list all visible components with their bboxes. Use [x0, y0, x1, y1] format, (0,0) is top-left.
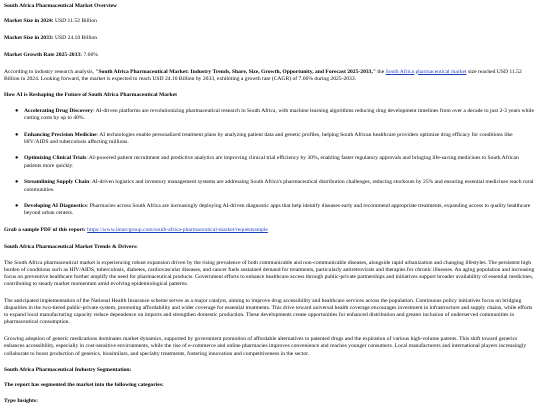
- item-term: Streamlining Supply Chain: [24, 179, 90, 186]
- item-term: Developing AI Diagnostics: [24, 203, 87, 210]
- bullet-icon: ●: [15, 131, 19, 138]
- item-text: : AI-driven platforms are revolutionizing pharmaceutical research in South Africa, with machine learning algorithms reducing drug development timelines from over a decade to just 2-3 years while cutting costs by up to 40%.: [24, 107, 534, 121]
- stat-value: 7.66%: [82, 51, 98, 58]
- sample-link[interactable]: https://www.imarcgroup.com/south-africa-pharmaceutical-market/requestsample: [87, 227, 268, 234]
- list-item: [15, 179, 536, 193]
- categories-heading: The report has segmented the market into the following categories:: [4, 382, 164, 389]
- trends-paragraph-1: The South Africa pharmaceutical market is experiencing robust expansion driven by the rising prevalence of both communicable and non-communicable diseases, alongside rapid urbanization and changing lifestyles. The persistent high burden of conditions such as HIV/AIDS, tuberculosis, diabetes, cardiovascular diseases, and cancer fuels sustained demand for treatments, particularly antiretrovirals and therapies for chronic illnesses. An aging population and increasing focus on preventive healthcare further amplify the need for pharmaceutical products. Government efforts to enhance healthcare access through public-private partnerships and initiatives support broader availability of essential medicines, contributing to steady market momentum amid evolving epidemiological patterns.: [4, 259, 535, 288]
- page-title: South Africa Pharmaceutical Market Overview: [4, 3, 118, 9]
- intro-paragraph: [4, 69, 536, 83]
- bullet-icon: ●: [15, 203, 19, 210]
- list-item: [15, 107, 536, 122]
- market-link[interactable]: South Africa pharmaceutical market: [385, 68, 467, 75]
- item-text: : Pharmacies across South Africa are increasingly deploying AI-driven diagnostic apps that help identify diseases early and recommend appropriate treatments, expanding access to quality healthcare beyond urban centers.: [24, 203, 531, 217]
- list-item: [15, 131, 536, 146]
- item-term: Optimizing Clinical Trials: [24, 155, 87, 162]
- stat-label: Market Size in 2024:: [4, 18, 54, 25]
- bullet-icon: ●: [15, 107, 19, 114]
- bullet-icon: ●: [15, 155, 19, 162]
- bullet-icon: ●: [15, 179, 19, 186]
- item-term: Accelerating Drug Discovery: [24, 107, 93, 114]
- list-item: [15, 155, 536, 169]
- sample-request: [4, 227, 536, 234]
- sample-label: Grab a sample PDF of this report:: [4, 227, 86, 234]
- stat-label: Market Size in 2033:: [4, 35, 54, 41]
- trends-paragraph-3: Growing adoption of generic medications dominates market dynamics, supported by government promotion of affordable alternatives to patented drugs and the expiration of various high-volume patents. This shift toward generics enhances accessibility, especially in cost-sensitive environments, while the rise of e-commerce and online pharmacies improves convenience and reaches younger consumers. Local manufacturers and international players increasingly collaborate to boost production of generics, biosimilars, and specialty treatments, fostering innovation and competitiveness in the sector.: [4, 336, 527, 357]
- item-text: : AI-driven logistics and inventory management systems are addressing South Africa's pharmaceutical distribution challenges, reducing stockouts by 25% and ensuring essential medicines reach rural communities.: [24, 179, 534, 193]
- ai-list: [4, 108, 536, 218]
- item-term: Enhancing Precision Medicine: [24, 131, 97, 138]
- intro-post: size reached USD 11.52 Billion in 2024. Looking forward, the market is expected to reach USD 24.10 Billion by 2033, exhibiting a growth rate (CAGR) of 7.66% during 2025-2033.: [4, 68, 522, 82]
- list-item: [15, 203, 536, 217]
- item-text: : AI-powered patient recruitment and predictive analytics are improving clinical trial efficiency by 30%, enabling faster regulatory approvals and bringing life-saving medicines to South African patients more quickly.: [24, 155, 519, 169]
- stat-value: USD 11.52 Billion: [53, 18, 97, 25]
- stat-market-size-2024: [4, 18, 536, 25]
- segmentation-heading: South Africa Pharmaceutical Industry Segmentation:: [4, 367, 132, 374]
- type-heading: Type Insights:: [4, 397, 38, 404]
- stat-growth-rate: [4, 52, 536, 59]
- stat-value: USD 24.10 Billion: [53, 35, 98, 41]
- trends-paragraph-2: The anticipated implementation of the National Health Insurance scheme serves as a major catalyst, aiming to improve drug accessibility and healthcare services across the population. Continuous policy initiatives focus on bridging disparities in the two-tiered public-private system, promoting affordability and wider coverage for essential treatments. This drive toward universal health coverage encourages investment in infrastructure and supply chains, while efforts to expand local manufacturing capacity reduce dependence on imports and strengthen domestic production. These developments create opportunities for enhanced distribution and greater inclusion of underserved communities in pharmaceutical consumption.: [4, 297, 533, 326]
- intro-pre: According to industry research analysis,: [4, 68, 96, 75]
- stat-label: Market Growth Rate 2025-2033:: [4, 51, 83, 58]
- report-title: "South Africa Pharmaceutical Market: Industry Trends, Share, Size, Growth, Opportunity, and Forecast 2025-2033,": [95, 68, 376, 75]
- item-text: : AI technologies enable personalized treatment plans by analyzing patient data and genetic profiles, helping South African healthcare providers optimize drug efficacy for conditions like HIV/AIDS and tuberculosis affecting millions.: [24, 131, 513, 145]
- trends-heading: South Africa Pharmaceutical Market Trends & Drivers:: [4, 244, 138, 251]
- intro-mid: the: [375, 68, 386, 75]
- stat-market-size-2033: [4, 35, 536, 42]
- ai-heading: How AI is Reshaping the Future of South Africa Pharmaceutical Market: [4, 92, 177, 99]
